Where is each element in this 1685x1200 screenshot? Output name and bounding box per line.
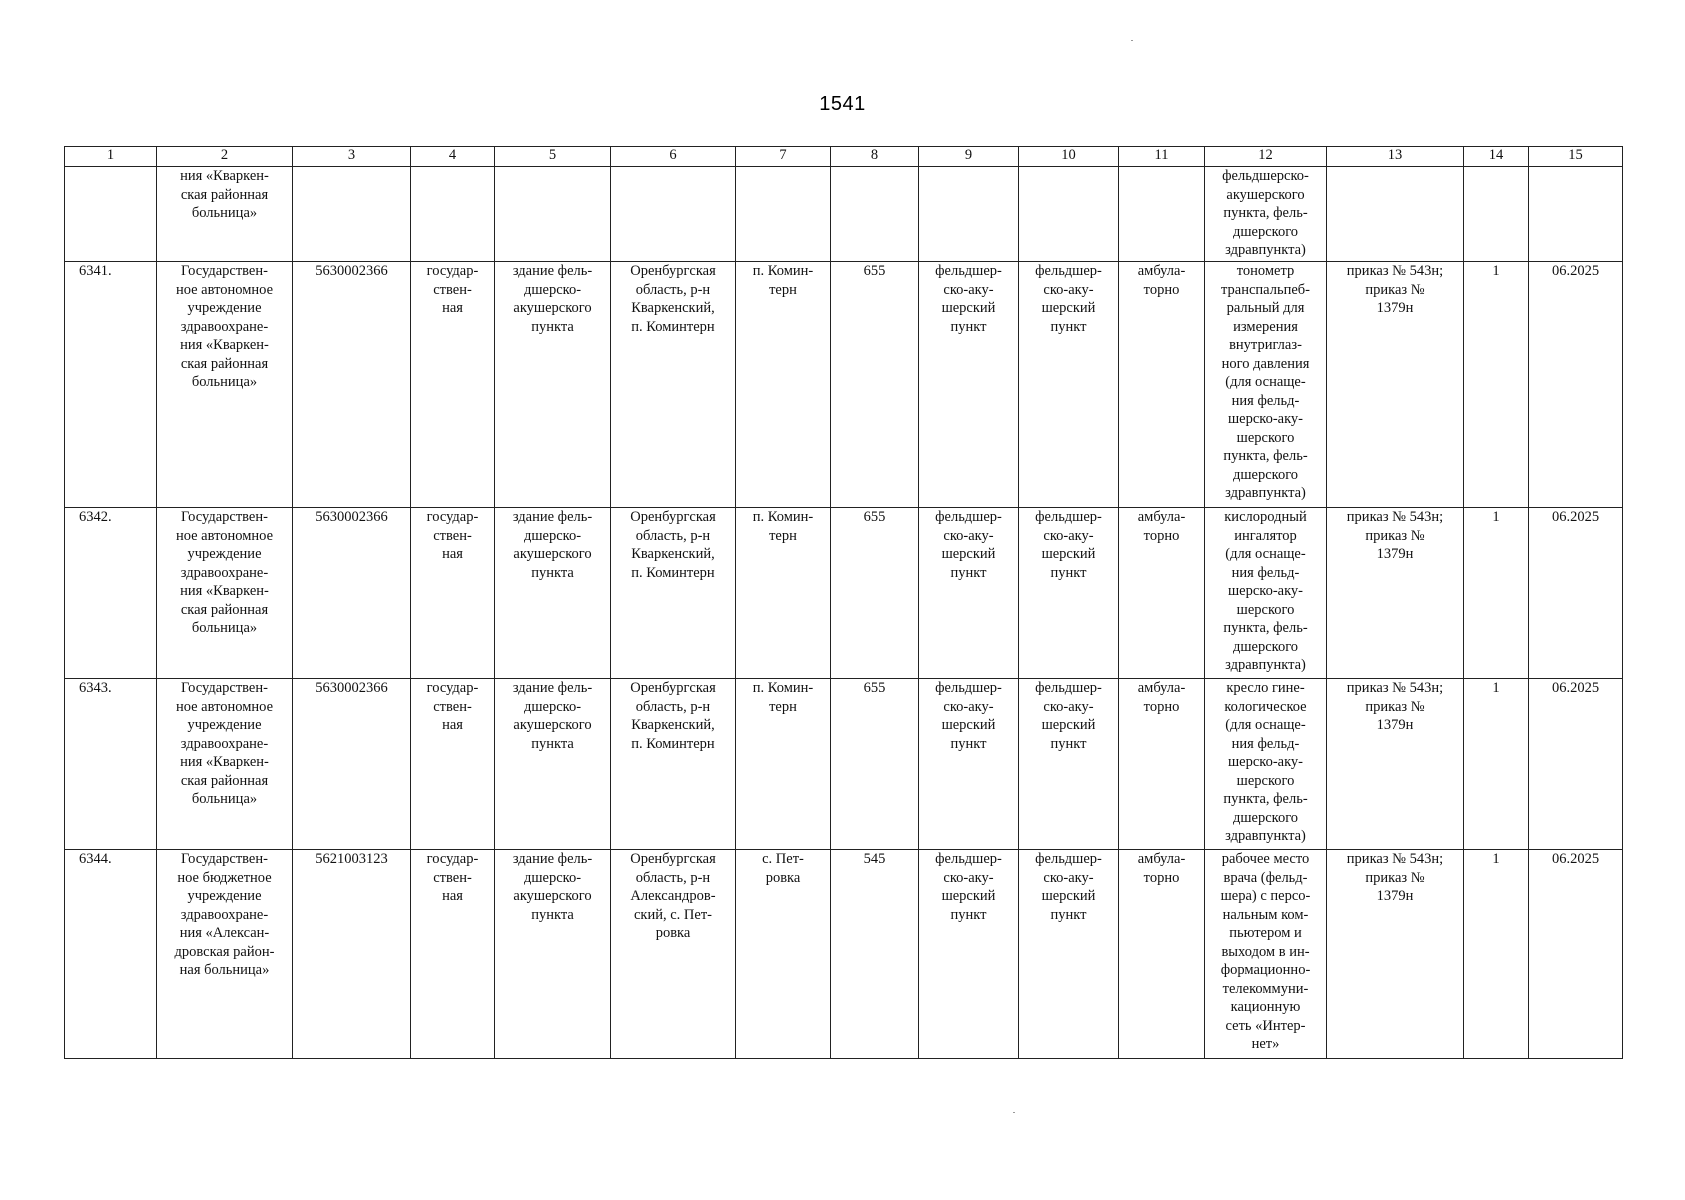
table-cell-col-7: п. Комин- терн — [736, 262, 831, 508]
table-cell-col-12: кресло гине- кологическое (для оснаще- ния фельд- шерско-аку- шерского пункта, фель- дшерского здравпункта) — [1205, 679, 1327, 850]
table-cell-col-3: 5630002366 — [293, 262, 411, 508]
column-number-14: 14 — [1464, 147, 1529, 167]
table-cell-col-15: 06.2025 — [1529, 679, 1623, 850]
table-cell-col-6: Оренбургская область, р-н Александров- ский, с. Пет- ровка — [611, 850, 736, 1059]
table-cell-col-6: Оренбургская область, р-н Кваркенский, п. Коминтерн — [611, 508, 736, 679]
table-cell-col-1: 6343. — [65, 679, 157, 850]
table-cell-col-15: 06.2025 — [1529, 262, 1623, 508]
column-number-1: 1 — [65, 147, 157, 167]
table-cell-col-8 — [831, 167, 919, 262]
table-cell-col-9: фельдшер- ско-аку- шерский пункт — [919, 508, 1019, 679]
table-row — [65, 262, 1623, 508]
column-number-2: 2 — [157, 147, 293, 167]
column-number-3: 3 — [293, 147, 411, 167]
table-cell-col-3: 5630002366 — [293, 508, 411, 679]
table-cell-col-4: государ- ствен- ная — [411, 679, 495, 850]
scan-speck — [1131, 40, 1133, 41]
table-cell-col-11: амбула- торно — [1119, 508, 1205, 679]
table-cell-col-10: фельдшер- ско-аку- шерский пункт — [1019, 850, 1119, 1059]
table-cell-col-5: здание фель- дшерско- акушерского пункта — [495, 508, 611, 679]
column-number-4: 4 — [411, 147, 495, 167]
table-cell-col-10 — [1019, 167, 1119, 262]
table-cell-col-13: приказ № 543н; приказ № 1379н — [1327, 508, 1464, 679]
table-cell-col-11: амбула- торно — [1119, 850, 1205, 1059]
table-cell-col-14: 1 — [1464, 262, 1529, 508]
table-cell-col-8: 545 — [831, 850, 919, 1059]
table-cell-col-5: здание фель- дшерско- акушерского пункта — [495, 850, 611, 1059]
table-cell-col-2: Государствен- ное автономное учреждение здравоохране- ния «Кваркен- ская районная больница» — [157, 262, 293, 508]
table-cell-col-4 — [411, 167, 495, 262]
table-cell-col-7 — [736, 167, 831, 262]
column-number-6: 6 — [611, 147, 736, 167]
table-cell-col-1 — [65, 167, 157, 262]
table-cell-col-2: ния «Кваркен- ская районная больница» — [157, 167, 293, 262]
table-cell-col-14 — [1464, 167, 1529, 262]
table-cell-col-5: здание фель- дшерско- акушерского пункта — [495, 679, 611, 850]
table-cell-col-12: кислородный ингалятор (для оснаще- ния фельд- шерско-аку- шерского пункта, фель- дшерского здравпункта) — [1205, 508, 1327, 679]
table-cell-col-1: 6344. — [65, 850, 157, 1059]
table-cell-col-15 — [1529, 167, 1623, 262]
table-cell-col-13: приказ № 543н; приказ № 1379н — [1327, 262, 1464, 508]
column-number-7: 7 — [736, 147, 831, 167]
table-cell-col-13: приказ № 543н; приказ № 1379н — [1327, 679, 1464, 850]
column-number-15: 15 — [1529, 147, 1623, 167]
table-cell-col-12: рабочее место врача (фельд- шера) с персо- нальным ком- пьютером и выходом в ин- формационно- телекоммуни- кационную сеть «Интер- нет» — [1205, 850, 1327, 1059]
table-cell-col-9 — [919, 167, 1019, 262]
table-cell-col-2: Государствен- ное автономное учреждение здравоохране- ния «Кваркен- ская районная больница» — [157, 679, 293, 850]
column-number-9: 9 — [919, 147, 1019, 167]
column-number-11: 11 — [1119, 147, 1205, 167]
table-cell-col-6: Оренбургская область, р-н Кваркенский, п. Коминтерн — [611, 679, 736, 850]
table-cell-col-4: государ- ствен- ная — [411, 262, 495, 508]
table-cell-col-5: здание фель- дшерско- акушерского пункта — [495, 262, 611, 508]
table-row — [65, 679, 1623, 850]
table-cell-col-13: приказ № 543н; приказ № 1379н — [1327, 850, 1464, 1059]
table-cell-col-6: Оренбургская область, р-н Кваркенский, п. Коминтерн — [611, 262, 736, 508]
table-row — [65, 167, 1623, 262]
table-cell-col-13 — [1327, 167, 1464, 262]
table-cell-col-8: 655 — [831, 508, 919, 679]
table-cell-col-2: Государствен- ное бюджетное учреждение здравоохране- ния «Алексан- дровская район- ная больница» — [157, 850, 293, 1059]
table-cell-col-10: фельдшер- ско-аку- шерский пункт — [1019, 679, 1119, 850]
table-cell-col-7: с. Пет- ровка — [736, 850, 831, 1059]
column-number-8: 8 — [831, 147, 919, 167]
table-cell-col-9: фельдшер- ско-аку- шерский пункт — [919, 262, 1019, 508]
table-cell-col-11: амбула- торно — [1119, 679, 1205, 850]
table-cell-col-5 — [495, 167, 611, 262]
column-number-10: 10 — [1019, 147, 1119, 167]
table-cell-col-8: 655 — [831, 262, 919, 508]
table-cell-col-14: 1 — [1464, 850, 1529, 1059]
column-number-12: 12 — [1205, 147, 1327, 167]
table-cell-col-9: фельдшер- ско-аку- шерский пункт — [919, 679, 1019, 850]
table-cell-col-1: 6341. — [65, 262, 157, 508]
table-row — [65, 508, 1623, 679]
table-cell-col-15: 06.2025 — [1529, 850, 1623, 1059]
scan-speck — [1013, 1112, 1015, 1113]
table-cell-col-11: амбула- торно — [1119, 262, 1205, 508]
column-number-5: 5 — [495, 147, 611, 167]
table-cell-col-1: 6342. — [65, 508, 157, 679]
table-cell-col-12: фельдшерско- акушерского пункта, фель- дшерского здравпункта) — [1205, 167, 1327, 262]
page-number: 1541 — [819, 93, 866, 115]
table-cell-col-9: фельдшер- ско-аку- шерский пункт — [919, 850, 1019, 1059]
table-cell-col-14: 1 — [1464, 508, 1529, 679]
table-cell-col-2: Государствен- ное автономное учреждение здравоохране- ния «Кваркен- ская районная больница» — [157, 508, 293, 679]
table-cell-col-10: фельдшер- ско-аку- шерский пункт — [1019, 262, 1119, 508]
table-cell-col-10: фельдшер- ско-аку- шерский пункт — [1019, 508, 1119, 679]
table-cell-col-3: 5621003123 — [293, 850, 411, 1059]
register-table — [64, 146, 1623, 1059]
header-row — [65, 147, 1623, 167]
table-cell-col-8: 655 — [831, 679, 919, 850]
table-cell-col-11 — [1119, 167, 1205, 262]
table-cell-col-6 — [611, 167, 736, 262]
table-cell-col-4: государ- ствен- ная — [411, 508, 495, 679]
column-number-13: 13 — [1327, 147, 1464, 167]
table-cell-col-14: 1 — [1464, 679, 1529, 850]
table-cell-col-3 — [293, 167, 411, 262]
table-cell-col-4: государ- ствен- ная — [411, 850, 495, 1059]
table-cell-col-3: 5630002366 — [293, 679, 411, 850]
table-cell-col-15: 06.2025 — [1529, 508, 1623, 679]
table-row — [65, 850, 1623, 1059]
table-cell-col-12: тонометр транспальпеб- ральный для измерения внутриглаз- ного давления (для оснаще- ния фельд- шерско-аку- шерского пункта, фель- дшерского здравпункта) — [1205, 262, 1327, 508]
table-cell-col-7: п. Комин- терн — [736, 508, 831, 679]
table-cell-col-7: п. Комин- терн — [736, 679, 831, 850]
